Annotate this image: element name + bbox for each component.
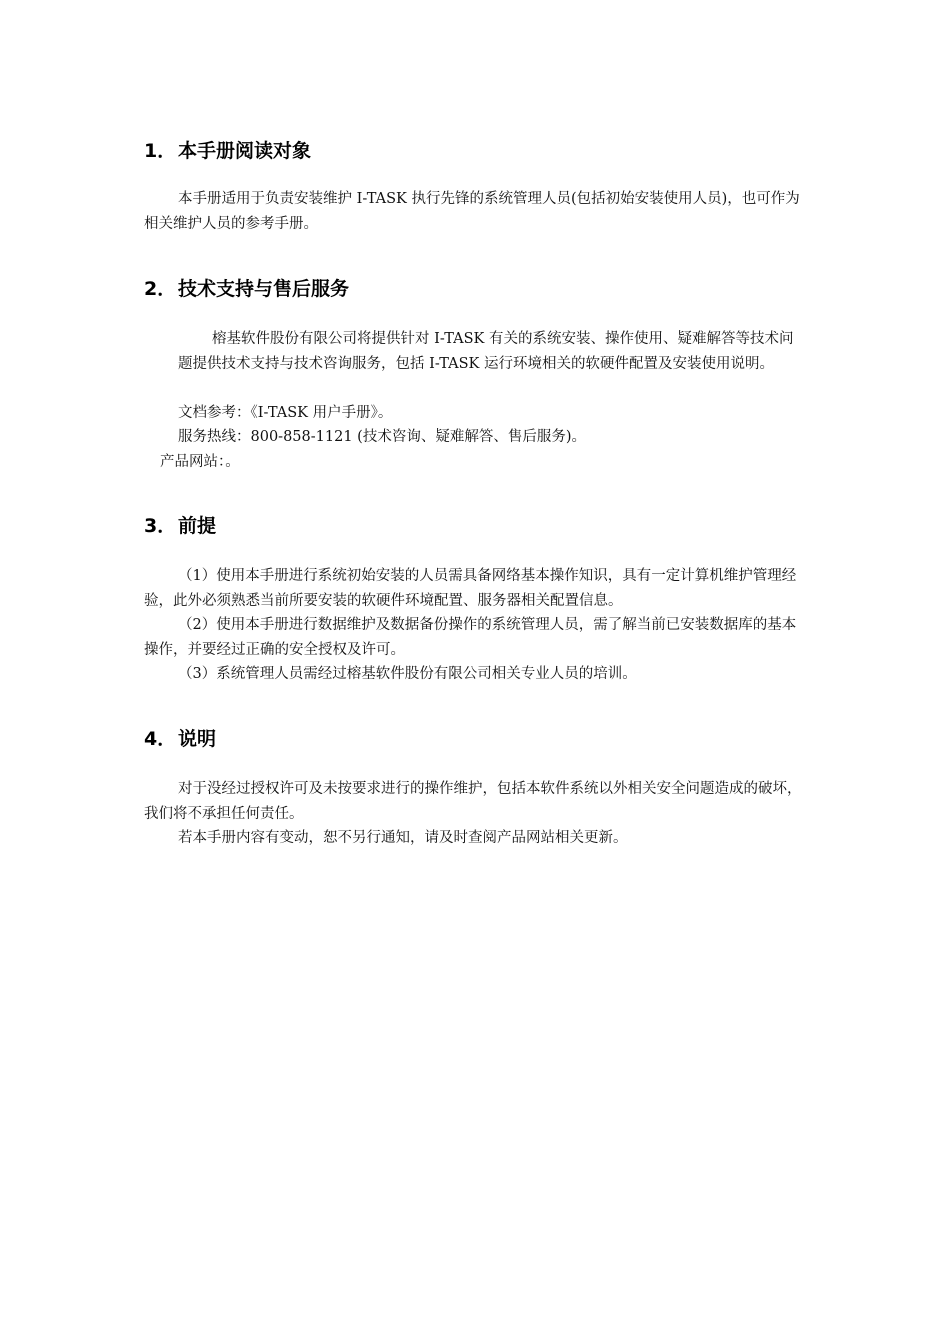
section-2-paragraph-3: 服务热线：800-858-1121 (技术咨询、疑难解答、售后服务)。 <box>178 429 586 445</box>
section-3-paragraph-2: （2）使用本手册进行数据维护及数据备份操作的系统管理人员，需了解当前已安装数据库的基本操作，并要经过正确的安全授权及许可。 <box>144 617 797 658</box>
section-2-paragraph-1: 榕基软件股份有限公司将提供针对 I-TASK 有关的系统安装、操作使用、疑难解答等技术问题提供技术支持与技术咨询服务，包括 I-TASK 运行环境相关的软硬件配置及安装使用说明。 <box>178 331 794 372</box>
section-4-title: 说明 <box>178 728 217 750</box>
section-3-heading <box>144 514 216 538</box>
section-3-number: 3． <box>144 515 177 537</box>
section-3-paragraph-3: （3）系统管理人员需经过榕基软件股份有限公司相关专业人员的培训。 <box>178 666 637 682</box>
section-1-number: 1． <box>144 140 177 162</box>
section-4-heading <box>144 727 216 751</box>
section-4-paragraph-1: 对于没经过授权许可及未按要求进行的操作维护，包括本软件系统以外相关安全问题造成的破坏，我们将不承担任何责任。 <box>144 781 802 822</box>
section-1-title: 本手册阅读对象 <box>178 140 312 162</box>
section-2-number: 2． <box>144 278 177 300</box>
section-2-paragraph-4: 产品网站：。 <box>160 454 240 470</box>
section-3-paragraph-1: （1）使用本手册进行系统初始安装的人员需具备网络基本操作知识，具有一定计算机维护管理经验，此外必须熟悉当前所要安装的软硬件环境配置、服务器相关配置信息。 <box>144 568 797 609</box>
section-2-paragraph-2: 文档参考：《I-TASK 用户手册》。 <box>178 405 393 421</box>
section-4-number: 4． <box>144 728 177 750</box>
section-1-heading <box>144 139 311 163</box>
section-4-paragraph-2: 若本手册内容有变动，恕不另行通知，请及时查阅产品网站相关更新。 <box>178 830 628 846</box>
section-2-title: 技术支持与售后服务 <box>178 278 350 300</box>
section-1-paragraph-1: 本手册适用于负责安装维护 I-TASK 执行先锋的系统管理人员(包括初始安装使用人员)，也可作为相关维护人员的参考手册。 <box>144 191 800 232</box>
section-3-title: 前提 <box>178 515 217 537</box>
section-2-heading <box>144 277 349 301</box>
